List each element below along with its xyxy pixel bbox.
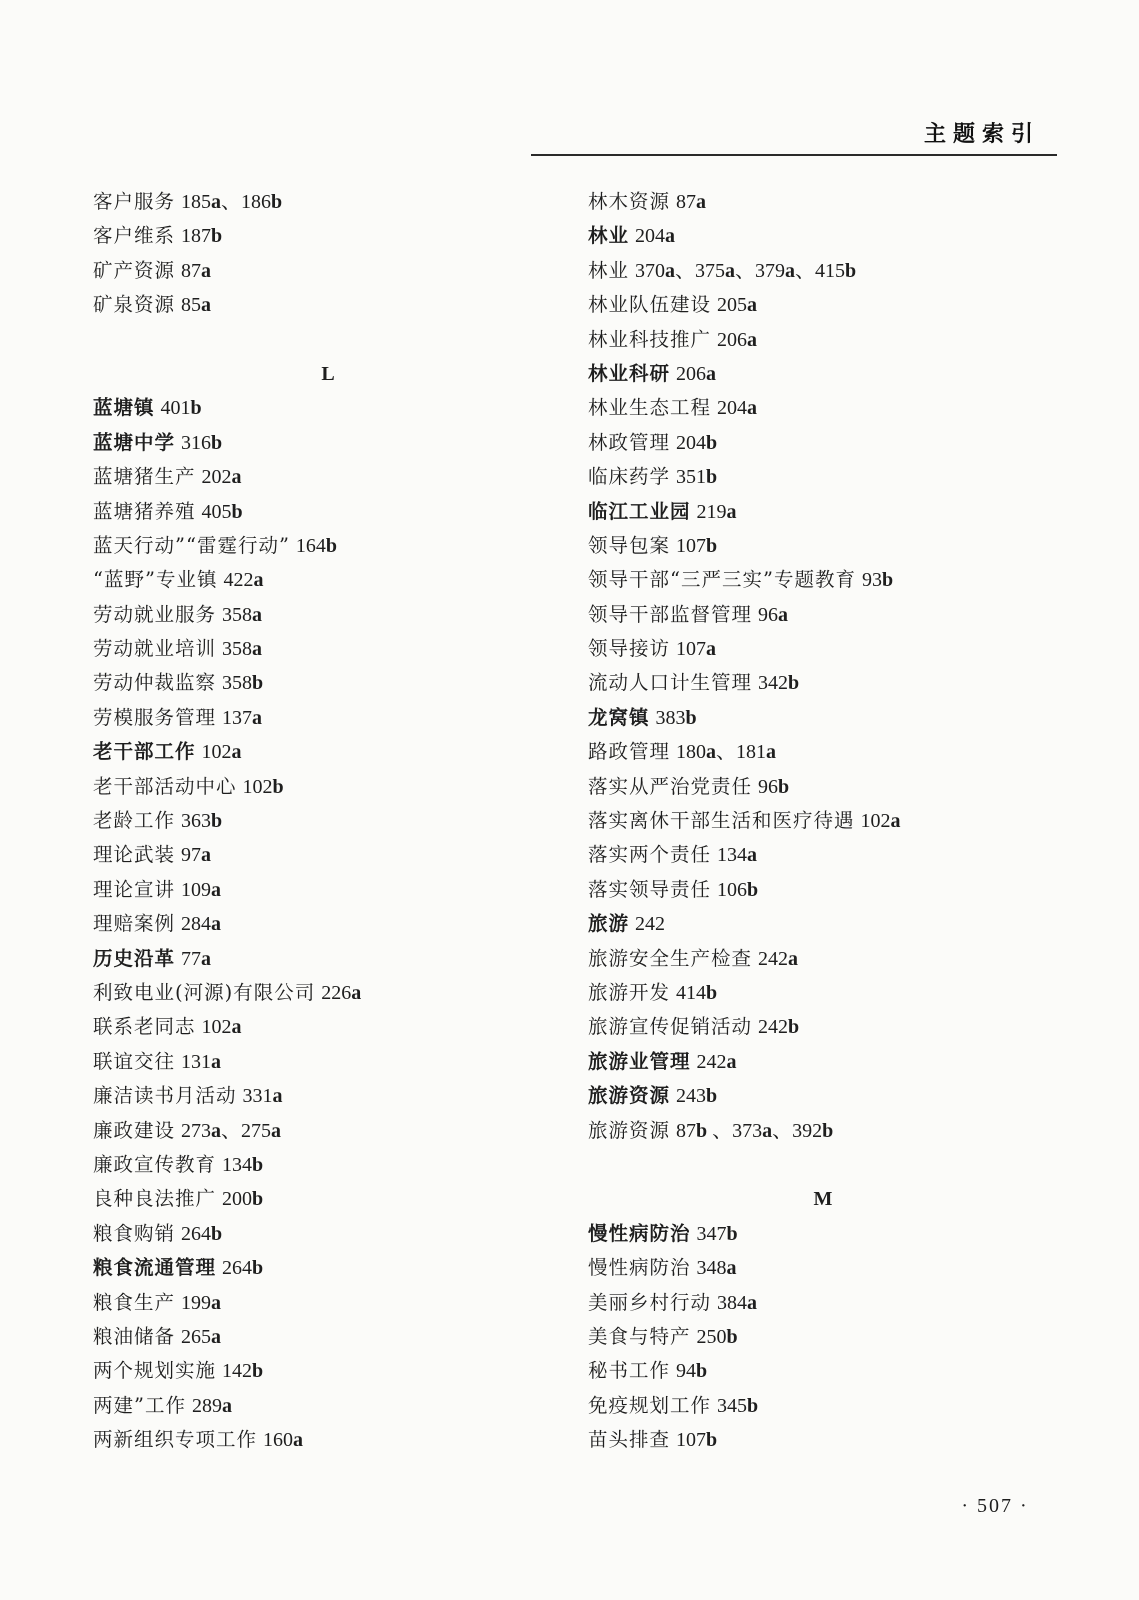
section-letter: L [321, 362, 335, 385]
page-reference: 97a [181, 844, 212, 867]
page-reference: 134b [222, 1153, 264, 1176]
index-term: 龙窝镇 [588, 705, 650, 729]
page-reference: 94b [676, 1360, 708, 1383]
index-term: 蓝塘猪生产 [93, 465, 196, 489]
index-entry [588, 529, 1058, 563]
page-reference: 107b [676, 1429, 718, 1452]
index-entry [588, 219, 1058, 253]
page-reference: 242 [635, 913, 666, 936]
page-reference: 358a [222, 638, 263, 661]
index-term: 两建”工作 [93, 1393, 186, 1417]
index-entry [93, 1045, 563, 1079]
index-entry [588, 598, 1058, 632]
index-term: 美食与特产 [588, 1324, 691, 1348]
index-term: 矿泉资源 [93, 293, 176, 317]
index-entry [588, 495, 1058, 529]
index-term: 粮食购销 [93, 1221, 176, 1245]
page-reference: 242a [696, 1050, 737, 1073]
page-reference: 243b [676, 1085, 718, 1108]
index-entry [588, 1217, 1058, 1251]
index-term: 老龄工作 [93, 809, 176, 833]
index-entry [93, 1114, 563, 1148]
index-entry [93, 804, 563, 838]
page-reference: 200b [222, 1188, 264, 1211]
index-term: 联谊交往 [93, 1049, 176, 1073]
index-entry [93, 1010, 563, 1044]
index-term: 劳动仲裁监察 [93, 671, 217, 695]
page-reference: 202a [201, 466, 242, 489]
index-entry [588, 1010, 1058, 1044]
page-reference: 109a [181, 878, 222, 901]
page-reference: 345b [717, 1394, 759, 1417]
page-reference: 87a [676, 191, 707, 213]
page-reference: 358b [222, 672, 264, 695]
index-entry [588, 1251, 1058, 1285]
index-term: 理论武装 [93, 843, 176, 867]
index-entry [93, 598, 563, 632]
index-term: 林业科研 [588, 361, 671, 385]
page-reference: 384a [717, 1291, 758, 1314]
page-reference: 383b [655, 706, 697, 729]
page-reference: 102b [242, 775, 284, 798]
index-entry [588, 942, 1058, 976]
page-reference: 219a [696, 500, 737, 523]
page-reference: 134a [717, 844, 758, 867]
index-term: 落实从严治党责任 [588, 774, 753, 798]
index-term: 老干部活动中心 [93, 774, 237, 798]
index-term: 劳动就业培训 [93, 637, 217, 661]
index-term: 落实两个责任 [588, 843, 712, 867]
page-reference: 342b [758, 672, 800, 695]
page-reference: 358a [222, 603, 263, 626]
index-term: 林木资源 [588, 190, 671, 213]
page-reference: 185a、186b [181, 191, 283, 213]
index-term: 临江工业园 [588, 499, 691, 523]
page-reference: 405b [201, 500, 243, 523]
index-term: 落实领导责任 [588, 877, 712, 901]
index-entry [588, 976, 1058, 1010]
index-entry [93, 1251, 563, 1285]
index-term: 慢性病防治 [588, 1221, 691, 1245]
index-term: 理赔案例 [93, 912, 176, 936]
index-term: 粮食生产 [93, 1290, 176, 1314]
page-reference: 87a [181, 259, 212, 282]
index-term: “蓝野”专业镇 [93, 568, 218, 592]
index-entry [93, 1079, 563, 1113]
page-reference: 205a [717, 294, 758, 317]
index-term: 领导干部监督管理 [588, 602, 753, 626]
page-reference: 131a [181, 1050, 222, 1073]
index-term: 粮食流通管理 [93, 1256, 217, 1280]
index-term: 林业队伍建设 [588, 293, 712, 317]
index-term: 旅游开发 [588, 980, 671, 1004]
index-entry [93, 1354, 563, 1388]
index-entry [588, 770, 1058, 804]
index-entry [588, 460, 1058, 494]
index-entry [588, 563, 1058, 597]
page-reference: 265a [181, 1325, 222, 1348]
page-reference: 264b [181, 1222, 223, 1245]
index-entry [93, 632, 563, 666]
index-entry [93, 219, 563, 253]
page-reference: 273a、275a [181, 1119, 282, 1142]
index-term: 矿产资源 [93, 258, 176, 282]
index-term: 免疫规划工作 [588, 1393, 712, 1417]
running-header-title: 主题索引 [923, 122, 1040, 147]
index-entry [93, 426, 563, 460]
page-reference: 87b 、373a、392b [676, 1119, 834, 1142]
page-reference: 107a [676, 638, 717, 661]
index-entry [93, 529, 563, 563]
index-term: 联系老同志 [93, 1015, 196, 1039]
header-rule [531, 154, 1057, 156]
index-term: 路政管理 [588, 740, 671, 764]
index-term: 客户维系 [93, 224, 176, 248]
index-entry [93, 942, 563, 976]
index-term: 良种良法推广 [93, 1187, 217, 1211]
index-entry [588, 1045, 1058, 1079]
index-term: 老干部工作 [93, 740, 196, 764]
index-entry [588, 838, 1058, 872]
page-reference: 164b [295, 534, 338, 557]
index-entry [588, 426, 1058, 460]
index-entry [588, 185, 1058, 219]
index-entry [588, 666, 1058, 700]
index-term: 两个规划实施 [93, 1359, 217, 1383]
index-entry [588, 873, 1058, 907]
index-entry [93, 907, 563, 941]
page-reference: 226a [321, 982, 362, 1004]
index-entry [93, 1217, 563, 1251]
page-reference: 284a [181, 913, 222, 936]
page-reference: 204a [717, 397, 758, 420]
index-term: 劳模服务管理 [93, 705, 217, 729]
index-entry [588, 323, 1058, 357]
index-term: 利致电业(河源)有限公司 [93, 981, 316, 1004]
page-reference: 204b [676, 431, 718, 454]
index-term: 美丽乡村行动 [588, 1290, 712, 1314]
index-entry [588, 1114, 1058, 1148]
index-entry [588, 357, 1058, 391]
index-entry [588, 391, 1058, 425]
index-entry [93, 185, 563, 219]
index-term: 领导包案 [588, 533, 671, 557]
page-reference: 289a [191, 1394, 232, 1417]
index-term: 旅游资源 [588, 1084, 671, 1108]
index-entry [588, 1320, 1058, 1354]
page-reference: 242b [758, 1016, 800, 1039]
page-reference: 363b [181, 810, 223, 833]
page-reference: 347b [696, 1222, 738, 1245]
index-entry [93, 254, 563, 288]
page-reference: 102a [201, 741, 242, 764]
index-entry [93, 701, 563, 735]
index-entry [93, 1182, 563, 1216]
page-reference: 96b [758, 775, 790, 798]
index-entry [93, 873, 563, 907]
index-term: 旅游业管理 [588, 1049, 691, 1073]
index-term: 劳动就业服务 [93, 602, 217, 626]
index-entry [93, 1389, 563, 1423]
index-term: 蓝天行动”“雷霆行动” [93, 533, 290, 557]
index-term: 历史沿革 [93, 946, 176, 970]
index-term: 流动人口计生管理 [588, 671, 753, 695]
page-reference: 85a [181, 294, 212, 317]
page-reference: 351b [676, 466, 718, 489]
index-entry [93, 288, 563, 322]
page-number: · 507 · [961, 1495, 1029, 1517]
section-letter: M [813, 1188, 833, 1211]
page-reference: 250b [696, 1325, 738, 1348]
index-term: 慢性病防治 [588, 1256, 691, 1280]
index-entry [588, 804, 1058, 838]
index-term: 客户服务 [93, 190, 176, 213]
index-entry [93, 666, 563, 700]
index-entry [93, 1320, 563, 1354]
page-reference: 370a、375a、379a、415b [635, 259, 857, 282]
index-entry [588, 288, 1058, 322]
index-term: 林业科技推广 [588, 327, 712, 351]
index-term: 两新组织专项工作 [93, 1428, 258, 1452]
page-reference: 422a [223, 569, 264, 592]
page-reference: 102a [860, 810, 901, 833]
index-term: 领导干部“三严三实”专题教育 [588, 568, 856, 592]
index-entry [588, 907, 1058, 941]
index-entry [588, 632, 1058, 666]
page-reference: 401b [160, 397, 202, 420]
index-term: 理论宣讲 [93, 877, 176, 901]
index-entry [93, 838, 563, 872]
index-term: 蓝塘镇 [93, 396, 155, 420]
index-entry [93, 563, 563, 597]
index-term: 旅游宣传促销活动 [588, 1015, 753, 1039]
index-entry [93, 460, 563, 494]
index-term: 廉政建设 [93, 1118, 176, 1142]
page-reference: 96a [758, 603, 789, 626]
page-reference: 264b [222, 1257, 264, 1280]
page-reference: 102a [201, 1016, 242, 1039]
index-term: 秘书工作 [588, 1359, 671, 1383]
page-reference: 331a [242, 1085, 283, 1108]
page-reference: 160a [263, 1429, 304, 1452]
page-reference: 206a [676, 362, 717, 385]
page-reference: 348a [696, 1257, 737, 1280]
index-term: 蓝塘中学 [93, 430, 176, 454]
page-reference: 180a、181a [676, 741, 777, 764]
index-entry [93, 391, 563, 425]
index-term: 廉洁读书月活动 [93, 1084, 237, 1108]
index-term: 领导接访 [588, 637, 671, 661]
page-reference: 77a [181, 947, 212, 970]
index-entry [93, 1286, 563, 1320]
page-reference: 414b [676, 981, 718, 1004]
index-term: 廉政宣传教育 [93, 1152, 217, 1176]
index-entry [93, 1423, 563, 1457]
page-reference: 187b [181, 225, 223, 248]
index-entry [588, 1286, 1058, 1320]
index-column-left [93, 185, 563, 1457]
index-term: 临床药学 [588, 465, 671, 489]
index-term: 林政管理 [588, 430, 671, 454]
index-entry [93, 735, 563, 769]
index-column-right [588, 185, 1058, 1457]
index-entry [93, 976, 563, 1010]
page-reference: 242a [758, 947, 799, 970]
index-entry [588, 1389, 1058, 1423]
index-entry [93, 1148, 563, 1182]
page-reference: 199a [181, 1291, 222, 1314]
page-reference: 137a [222, 706, 263, 729]
index-entry [588, 735, 1058, 769]
page-reference: 316b [181, 431, 223, 454]
index-entry [588, 701, 1058, 735]
index-term: 林业生态工程 [588, 396, 712, 420]
index-term: 旅游资源 [588, 1118, 671, 1142]
page-reference: 206a [717, 328, 758, 351]
index-entry [588, 1354, 1058, 1388]
index-term: 旅游安全生产检查 [588, 946, 753, 970]
page-reference: 107b [676, 534, 718, 557]
index-entry [588, 1079, 1058, 1113]
page-reference: 204a [635, 225, 676, 248]
index-term: 旅游 [588, 912, 630, 936]
index-term: 蓝塘猪养殖 [93, 499, 196, 523]
page-reference: 106b [717, 878, 759, 901]
index-term: 林业 [588, 224, 630, 248]
index-entry [93, 495, 563, 529]
page-reference: 93b [861, 569, 894, 592]
index-term: 粮油储备 [93, 1324, 176, 1348]
index-entry [93, 770, 563, 804]
index-term: 苗头排查 [588, 1428, 671, 1452]
index-entry [588, 254, 1058, 288]
index-term: 落实离休干部生活和医疗待遇 [588, 809, 855, 833]
index-term: 林业 [588, 258, 630, 282]
page-reference: 142b [222, 1360, 264, 1383]
index-entry [588, 1423, 1058, 1457]
